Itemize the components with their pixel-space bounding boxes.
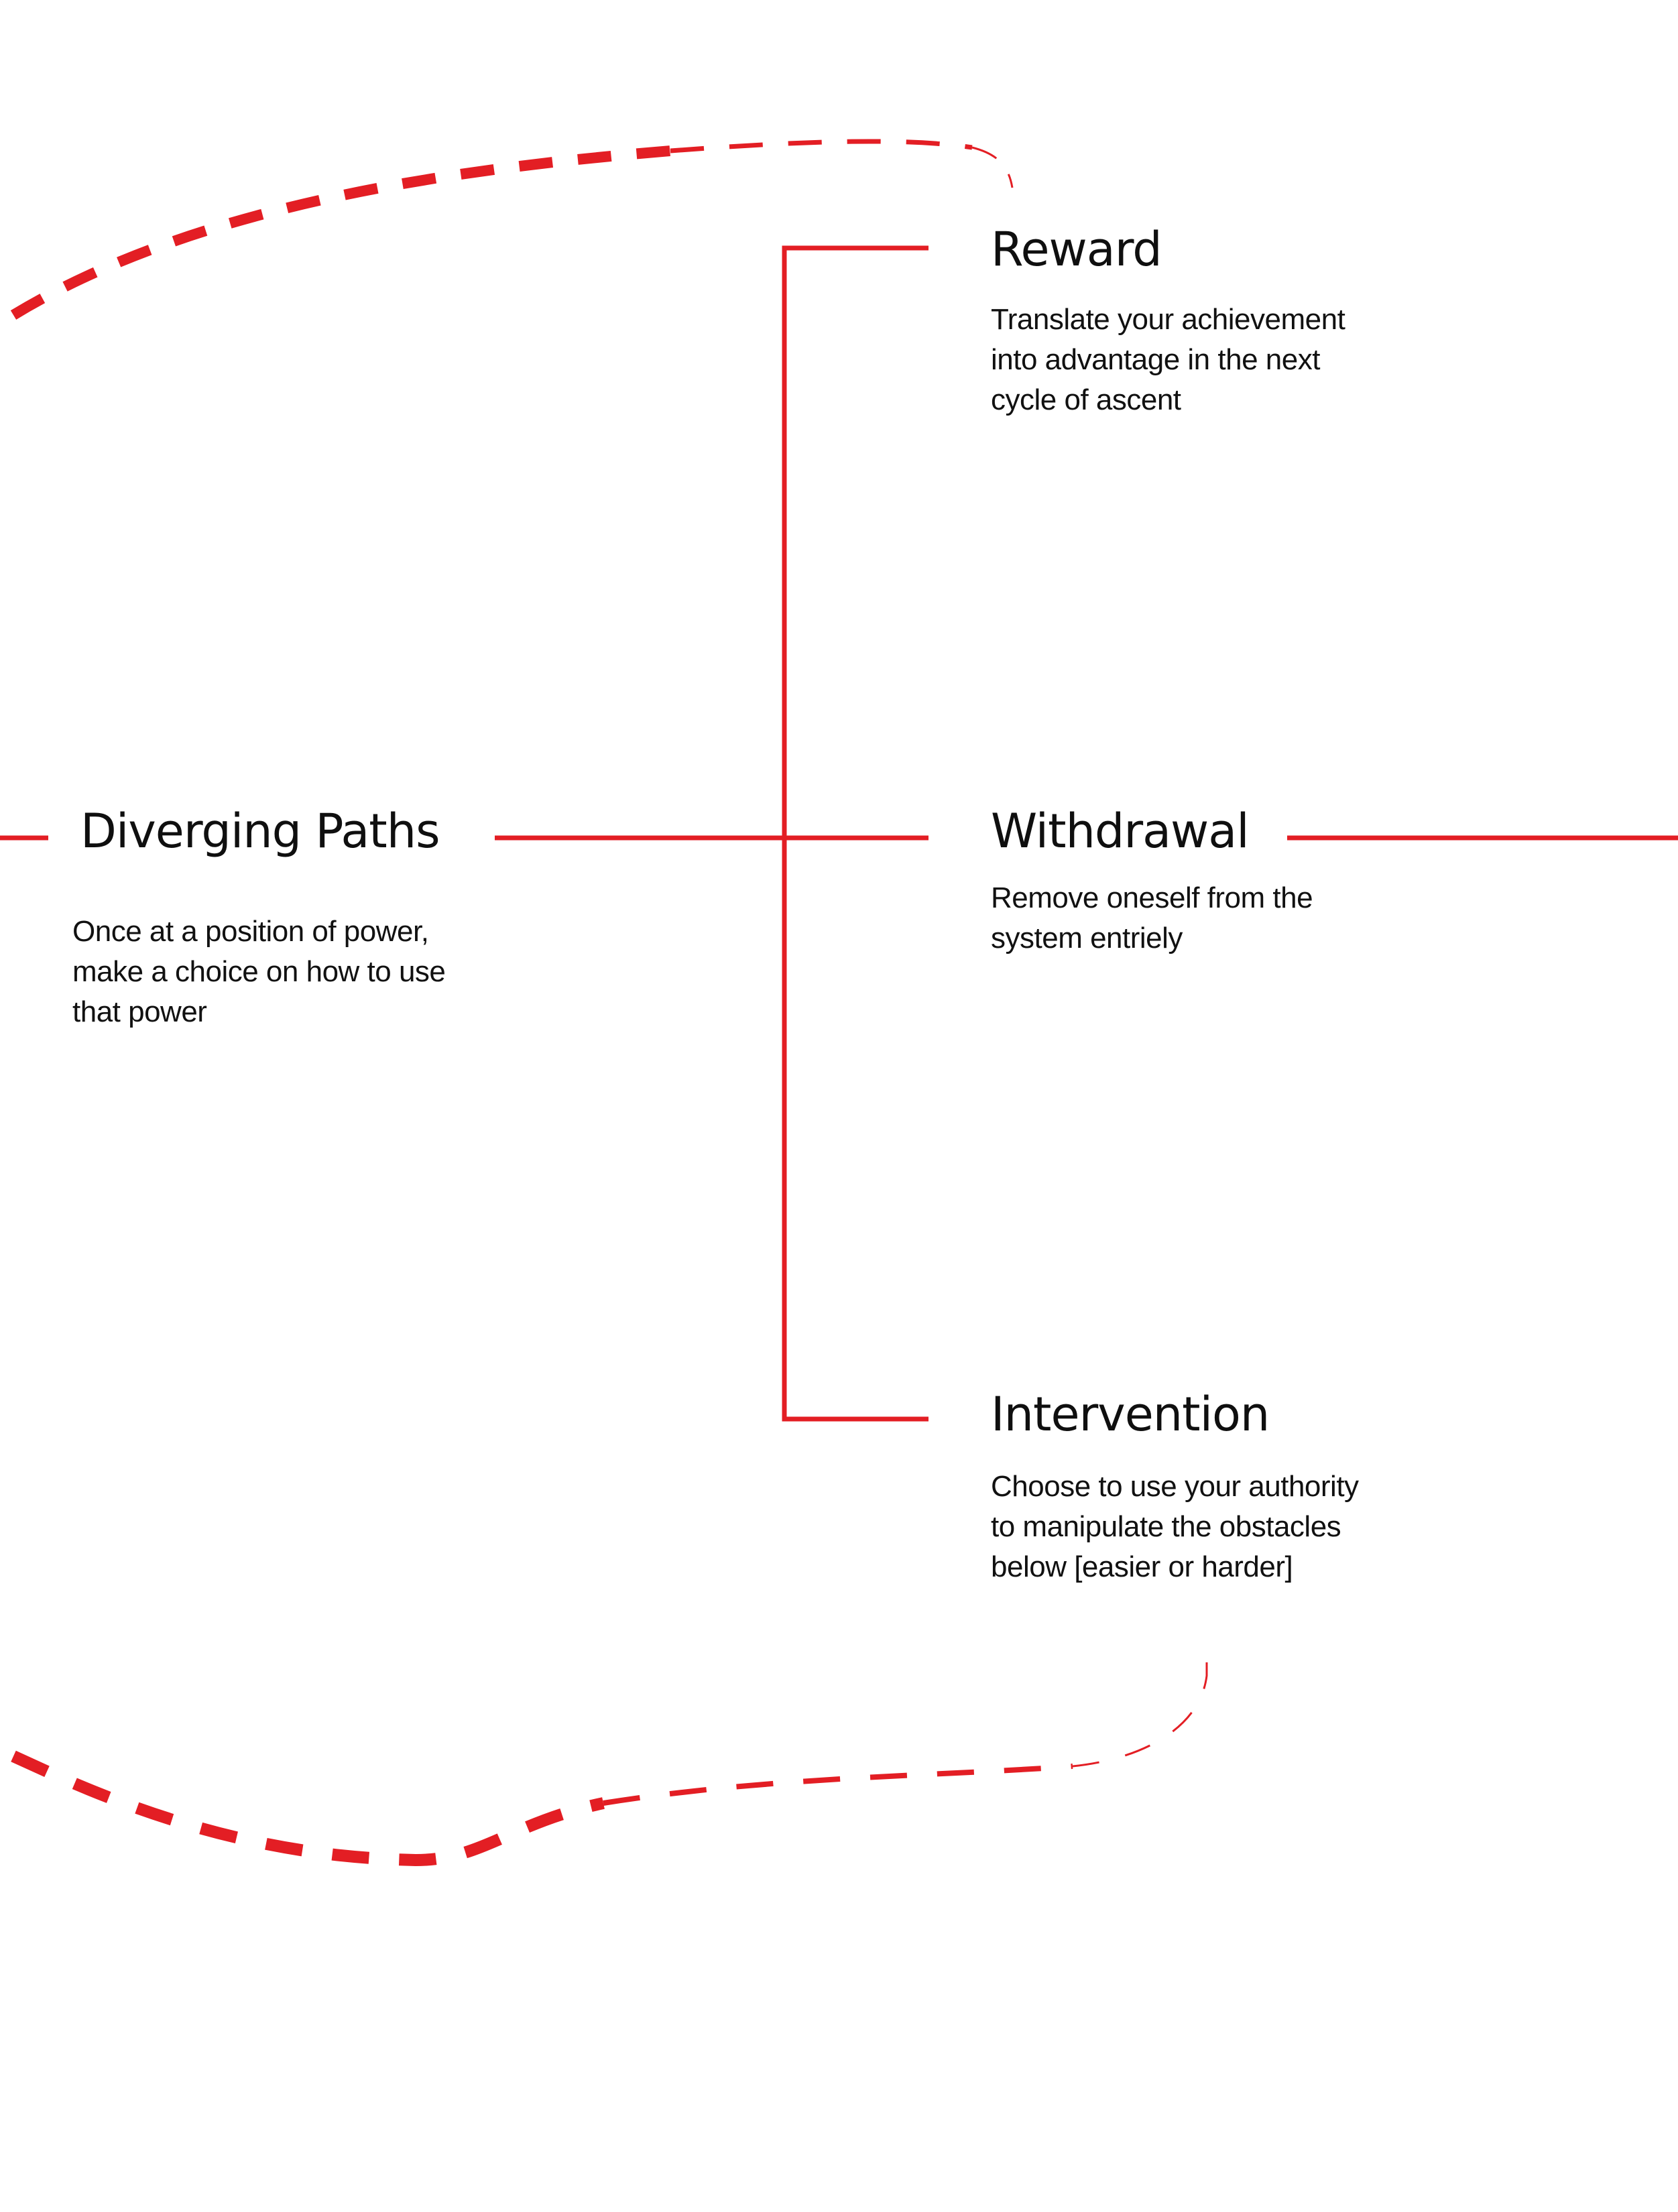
node-intervention <box>991 1387 1359 1583</box>
text-line: below [easier or harder] <box>991 1550 1293 1583</box>
node-title: Withdrawal <box>991 804 1249 859</box>
text-line: cycle of ascent <box>991 383 1181 416</box>
text-line: Remove oneself from the <box>991 881 1313 914</box>
node-title: Intervention <box>991 1387 1270 1442</box>
bottom-dashed-arc <box>13 1642 1207 1860</box>
node-withdrawal <box>991 804 1313 955</box>
top-dashed-arc <box>13 141 1012 315</box>
node-title: Diverging Paths <box>80 804 440 859</box>
node-description <box>991 878 1474 959</box>
node-title: Reward <box>991 222 1162 277</box>
text-line: that power <box>72 995 207 1028</box>
node-description <box>72 912 542 1032</box>
text-line: into advantage in the next <box>991 343 1320 376</box>
text-line: system entriely <box>991 922 1183 955</box>
bracket-line <box>784 248 928 1419</box>
text-line: Choose to use your authority <box>991 1470 1359 1503</box>
node-diverging-paths <box>72 804 446 1028</box>
text-line: to manipulate the obstacles <box>991 1510 1341 1543</box>
text-line: Once at a position of power, <box>72 915 429 948</box>
text-line: Translate your achievement <box>991 303 1345 336</box>
node-reward <box>991 222 1345 416</box>
node-description <box>991 300 1474 420</box>
node-description <box>991 1467 1474 1587</box>
text-line: make a choice on how to use <box>72 955 446 988</box>
